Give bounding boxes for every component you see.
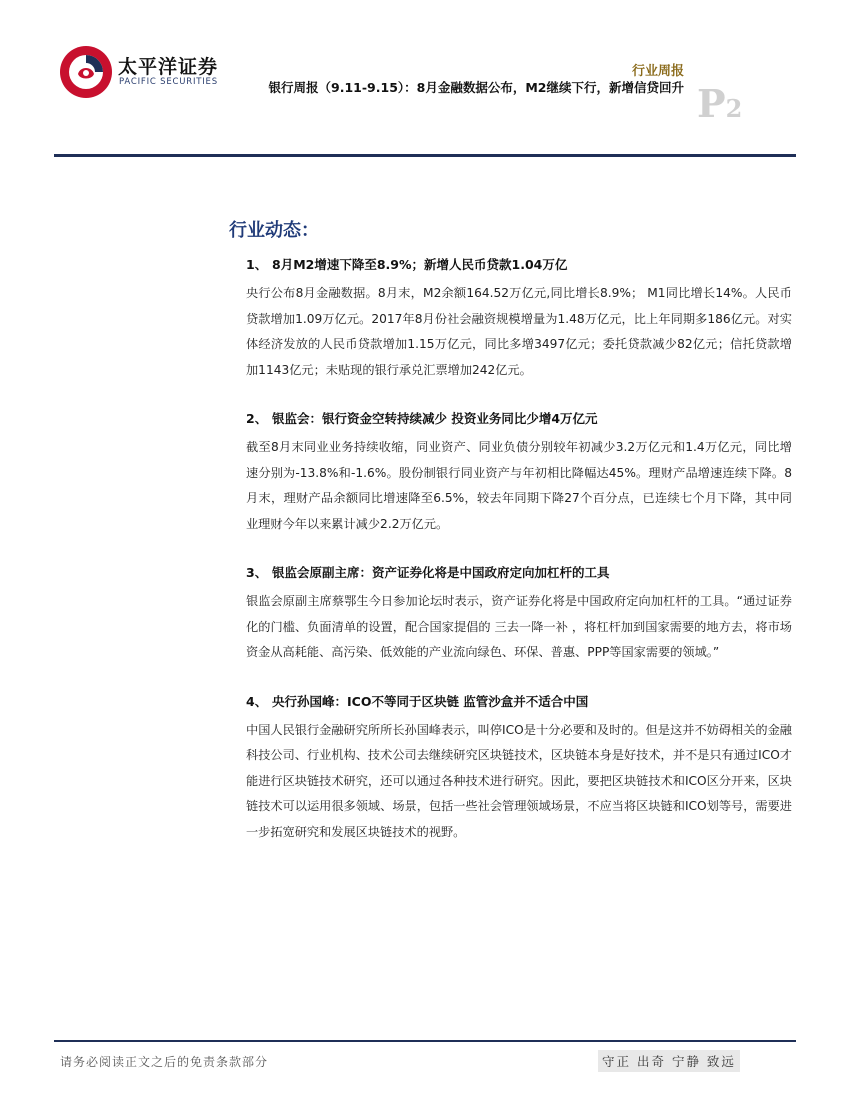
news-item-number: 4、 [246,693,268,709]
news-item-body: 央行公布8月金融数据。8月末，M2余额164.52万亿元,同比增长8.9%； M1同比增长14%。人民币贷款增加1.09万亿元。2017年8月份社会融资规模增量为1.48万亿元，比上年同期多186亿元。对实体经济发放的人民币贷款增加1.15万亿元，同比多增3497亿元；委托贷款减少82亿元；信托贷款增加1143亿元；未贴现的银行承兑汇票增加242亿元。 [246,286,792,377]
news-item-title [246,255,792,275]
disclaimer-note: 请务必阅读正文之后的免责条款部分 [60,1055,269,1069]
news-item-2 [246,409,792,537]
news-list [246,255,792,871]
news-item-title [246,563,792,583]
logo-chinese-name: 太平洋证券 [118,56,219,78]
document-type: 行业周报 [631,64,684,79]
company-logo [58,44,228,104]
page-digit: 2 [725,94,743,123]
news-item-4 [246,692,792,846]
news-item-body: 中国人民银行金融研究所所长孙国峰表示，叫停ICO是十分必要和及时的。但是这并不妨碍相关的金融科技公司、行业机构、技术公司去继续研究区块链技术，区块链本身是好技术，并不是只有通过ICO才能进行区块链技术研究，还可以通过各种技术进行研究。因此，要把区块链技术和ICO区分开来，区块链技术可以运用很多领域、场景，包括一些社会管理领域场景，不应当将区块链和ICO划等号，需要进一步拓宽研究和发展区块链技术的视野。 [246,722,792,839]
company-slogan: 守正 出奇 宁静 致远 [598,1050,740,1072]
section-heading: 行业动态： [229,220,319,241]
news-item-title-text: 8月M2增速下降至8.9%；新增人民币贷款1.04万亿 [272,257,568,272]
news-item-1 [246,255,792,383]
news-item-title-text: 央行孙国峰：ICO不等同于区块链 监管沙盒并不适合中国 [272,693,589,709]
news-item-title-text: 银监会：银行资金空转持续减少 投资业务同比少增4万亿元 [272,411,598,426]
page-letter: P [697,81,726,126]
report-title: 银行周报（9.11-9.15）：8月金融数据公布，M2继续下行，新增信贷回升 [268,80,684,95]
news-item-title [246,692,792,712]
news-item-body: 截至8月末同业业务持续收缩，同业资产、同业负债分别较年初减少3.2万亿元和1.4万亿元，同比增速分别为-13.8%和-1.6%。股份制银行同业资产与年初相比降幅达45%。理财产品增速连续下降。8月末，理财产品余额同比增速降至6.5%，较去年同期下降27个百分点，已连续七个月下降，其中同业理财今年以来累计减少2.2万亿元。 [246,440,792,531]
pacific-securities-logo-icon [58,44,114,100]
footer-divider [54,1040,796,1042]
logo-english-name: PACIFIC SECURITIES [119,77,218,87]
news-item-title [246,409,792,429]
news-item-body: 银监会原副主席蔡鄂生今日参加论坛时表示，资产证券化将是中国政府定向加杠杆的工具。“通过证券化的门槛、负面清单的设置，配合国家提倡的 三去一降一补 ，将杠杆加到国家需要的地方去，将市场资金从高耗能、高污染、低效能的产业流向绿色、环保、普惠、PPP等国家需要的领域。” [246,594,792,659]
page-number [697,81,743,129]
news-item-3 [246,563,792,666]
news-item-number: 2、 [246,411,268,426]
news-item-title-text: 银监会原副主席：资产证券化将是中国政府定向加杠杆的工具 [272,565,610,580]
header-divider [54,154,796,157]
news-item-number: 3、 [246,565,268,580]
news-item-number: 1、 [246,257,268,272]
